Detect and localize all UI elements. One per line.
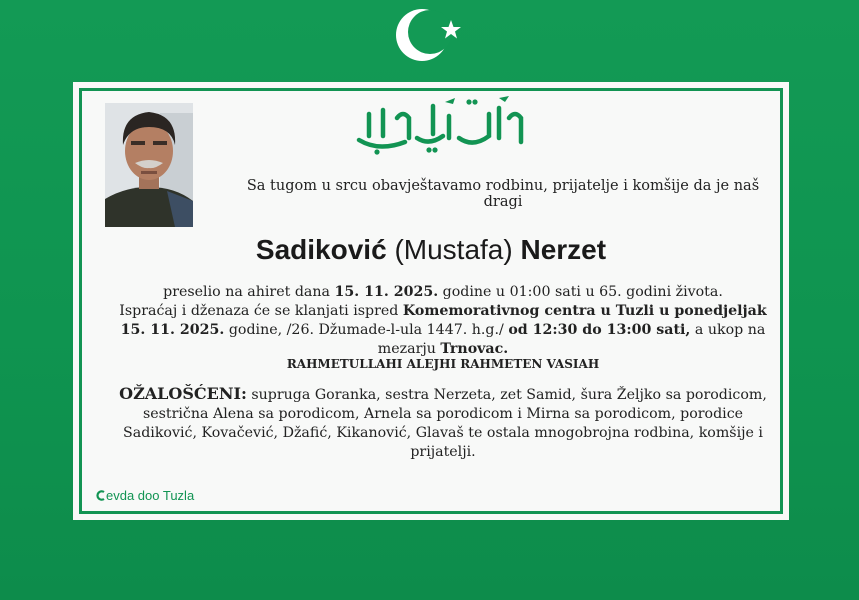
- info-text: a ukop na mezarju: [377, 322, 766, 357]
- crescent-star-icon: [392, 2, 472, 68]
- father-name: (Mustafa): [394, 234, 513, 265]
- funeral-time: od 12:30 do 13:00 sati,: [508, 322, 691, 338]
- info-text: preselio na ahiret dana: [163, 284, 335, 300]
- mourners-list: [113, 384, 773, 462]
- prayer-line: RAHMETULLAHI ALEJHI RAHMETEN VASIAH: [286, 357, 600, 371]
- deceased-photo: [105, 103, 193, 227]
- arabic-calligraphy-logo: [349, 94, 529, 162]
- given-name: Nerzet: [520, 234, 607, 265]
- intro-text: Sa tugom u srcu obavještavamo rodbinu, prijatelje i komšije da je naš dragi: [246, 178, 760, 210]
- obituary-notice: [73, 82, 789, 520]
- info-text: Ispraćaj i dženaza će se klanjati ispred: [119, 303, 403, 319]
- cemetery-name: Trnovac.: [440, 341, 509, 357]
- deceased-name: [73, 234, 789, 266]
- mourners-text: supruga Goranka, sestra Nerzeta, zet Samid, šura Željko sa porodicom, sestrična Alena sa porodicom, Arnela sa porodicom i Mirna sa porodicom, porodice Sadiković, Kovačević, Džafić, Kikanović, Glavaš te ostala mnogobrojna rodbina, komšije i prijatelji.: [123, 387, 767, 460]
- funeral-location-date: Komemorativnog centra u Tuzli u ponedjeljak 15. 11. 2025.: [120, 303, 767, 338]
- info-text: godine u 01:00 sati u 65. godini života.: [438, 284, 723, 300]
- company-logo: [95, 488, 194, 503]
- mourners-label: OŽALOŠĆENI:: [119, 384, 247, 403]
- info-text: godine, /26. Džumade-l-ula 1447. h.g./: [224, 322, 509, 338]
- company-name: evda doo Tuzla: [106, 488, 195, 503]
- company-logo-icon: [95, 490, 106, 501]
- date-of-death: 15. 11. 2025.: [334, 284, 439, 300]
- funeral-info: [113, 283, 773, 359]
- surname: Sadiković: [255, 234, 387, 265]
